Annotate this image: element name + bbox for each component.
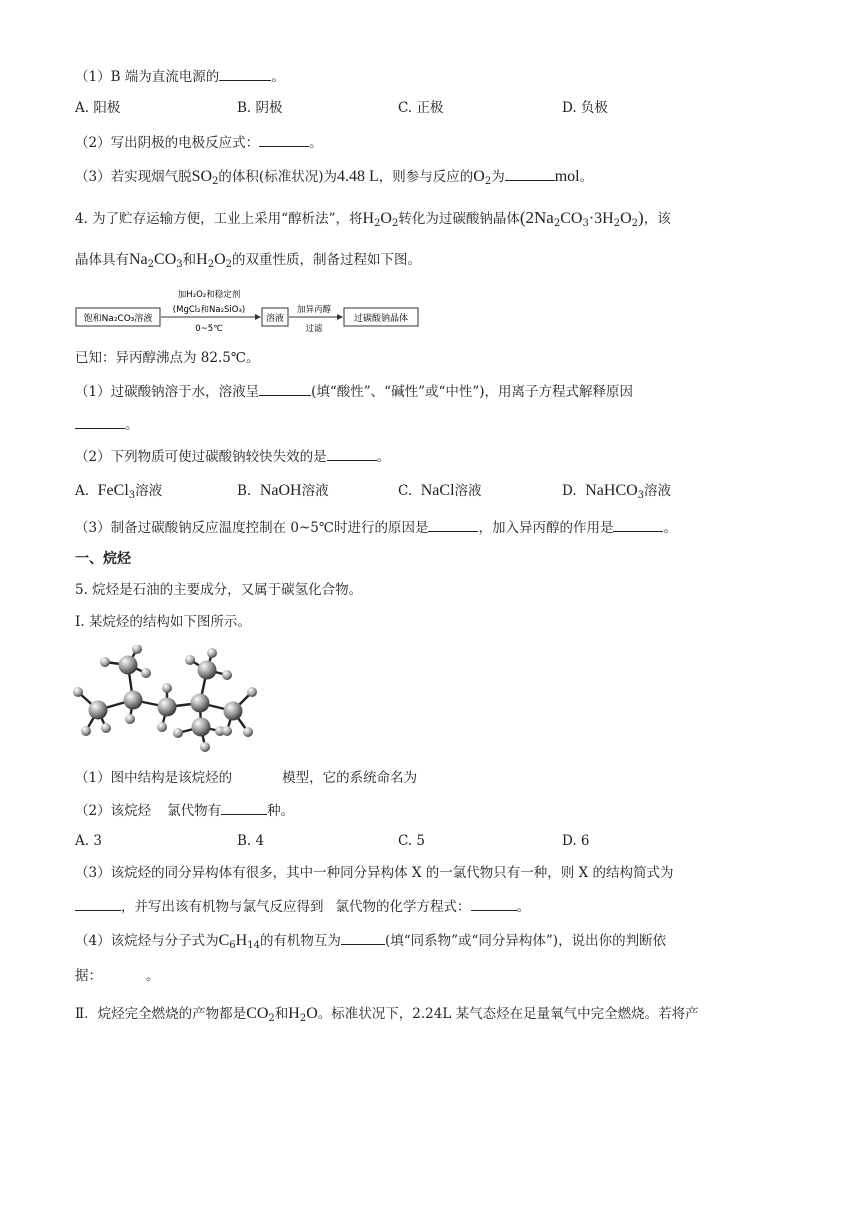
flow-arrowhead-2: [337, 314, 343, 320]
answer-blank[interactable]: [75, 414, 125, 429]
q5-part2: Ⅱ．烷烃完全燃烧的产物都是$CO_2$和$H_2O$。标准状况下，2.24L 某气态烃在足量氧气中完全燃烧。若将产: [75, 1005, 699, 1024]
flow-box-2-label: 溶液: [265, 314, 285, 324]
ball-and-stick-molecule-model: [70, 645, 270, 755]
q5-part1-q3-cont: ，并写出该有机物与氯气反应得到 氯代物的化学方程式： 。: [75, 896, 530, 917]
q4-part1-cont: 。: [75, 414, 139, 435]
answer-blank[interactable]: [613, 517, 663, 532]
q4-option-a[interactable]: A. FeCl$_3$溶液: [75, 482, 163, 501]
q3-option-c[interactable]: C. 正极: [398, 100, 444, 116]
answer-blank[interactable]: [221, 800, 267, 815]
q4-known: 已知：异丙醇沸点为 82.5℃。: [75, 350, 260, 366]
flow-box-1-label: 饱和Na₂CO₃溶液: [83, 314, 153, 324]
q3-part3: （3）若实现烟气脱$SO_2$的体积(标准状况)为4.48 L，则参与反应的$O_2$为 mol。: [75, 168, 594, 187]
q4-part3: （3）制备过碳酸钠反应温度控制在 0~5℃时进行的原因是 ，加入异丙醇的作用是 。: [75, 517, 677, 538]
flow-arrow-1-bottom: 0~5℃: [195, 324, 223, 334]
q4-option-b[interactable]: B. NaOH溶液: [237, 482, 329, 499]
q5-part1-q4: （4）该烷烃与分子式为$C_6H_{14}$的有机物互为 (填“同系物”或“同分异构体”)，说出你的判断依: [75, 932, 667, 951]
answer-blank[interactable]: [327, 446, 377, 461]
q3-part1: （1）B 端为直流电源的 。: [75, 66, 285, 87]
flow-arrow-1-top2: (MgCl₂和Na₂SiO₃): [172, 305, 246, 315]
answer-blank[interactable]: [75, 896, 121, 911]
q5-option-d[interactable]: D. 6: [562, 833, 590, 849]
answer-blank[interactable]: [259, 381, 311, 396]
q3-option-a[interactable]: A. 阳极: [75, 100, 121, 116]
q5-option-a[interactable]: A. 3: [75, 833, 102, 849]
q3-part2: （2）写出阴极的电极反应式： 。: [75, 132, 323, 153]
flow-arrowhead-1: [255, 314, 261, 320]
q3-option-b[interactable]: B. 阴极: [237, 100, 283, 116]
answer-blank[interactable]: [505, 166, 555, 181]
answer-blank[interactable]: [471, 896, 517, 911]
q4-line1: 4. 为了贮存运输方便，工业上采用“醇析法”，将$H_2O_2$转化为过碳酸钠晶体$(2Na_2CO_3\cdot 3H_2O_2)$，该: [75, 208, 671, 229]
answer-blank[interactable]: [341, 930, 385, 945]
answer-blank[interactable]: [428, 517, 478, 532]
q3-option-d[interactable]: D. 负极: [562, 100, 608, 116]
answer-blank[interactable]: [219, 66, 271, 81]
q5-part1-q3: （3）该烷烃的同分异构体有很多，其中一种同分异构体 X 的一氯代物只有一种，则 X 的结构简式为: [75, 865, 674, 881]
q4-option-c[interactable]: C. NaCl溶液: [398, 482, 482, 499]
process-flow-diagram: [75, 288, 420, 334]
section-title: 一、烷烃: [75, 551, 131, 567]
q5-part1-q1: （1）图中结构是该烷烃的 模型，它的系统命名为: [75, 770, 418, 786]
q4-option-d[interactable]: D. NaHCO$_3$溶液: [562, 482, 672, 501]
q4-part1: （1）过碳酸钠溶于水，溶液呈 (填“酸性”、“碱性”或“中性”)，用离子方程式解释原因: [75, 381, 633, 402]
q5-intro: 5. 烷烃是石油的主要成分，又属于碳氢化合物。: [75, 582, 363, 598]
answer-blank[interactable]: [259, 132, 309, 147]
flow-box-3-label: 过碳酸钠晶体: [353, 314, 409, 324]
flow-arrow-2-bottom: 过滤: [305, 324, 323, 334]
q5-option-b[interactable]: B. 4: [237, 833, 265, 849]
q5-option-c[interactable]: C. 5: [398, 833, 426, 849]
q4-part2: （2）下列物质可使过碳酸钠较快失效的是 。: [75, 446, 390, 467]
flow-arrow-2-top: 加异丙醇: [296, 305, 332, 315]
q4-line2: 晶体具有$Na_2CO_3$和$H_2O_2$的双重性质，制备过程如下图。: [75, 251, 422, 270]
q5-part1-title: I. 某烷烃的结构如下图所示。: [75, 614, 251, 630]
q5-part1-q2: （2）该烷烃 氯代物有 种。: [75, 800, 294, 821]
flow-arrow-1-top1: 加H₂O₂和稳定剂: [177, 290, 241, 300]
q5-part1-q4-cont: 据： 。: [75, 968, 160, 984]
